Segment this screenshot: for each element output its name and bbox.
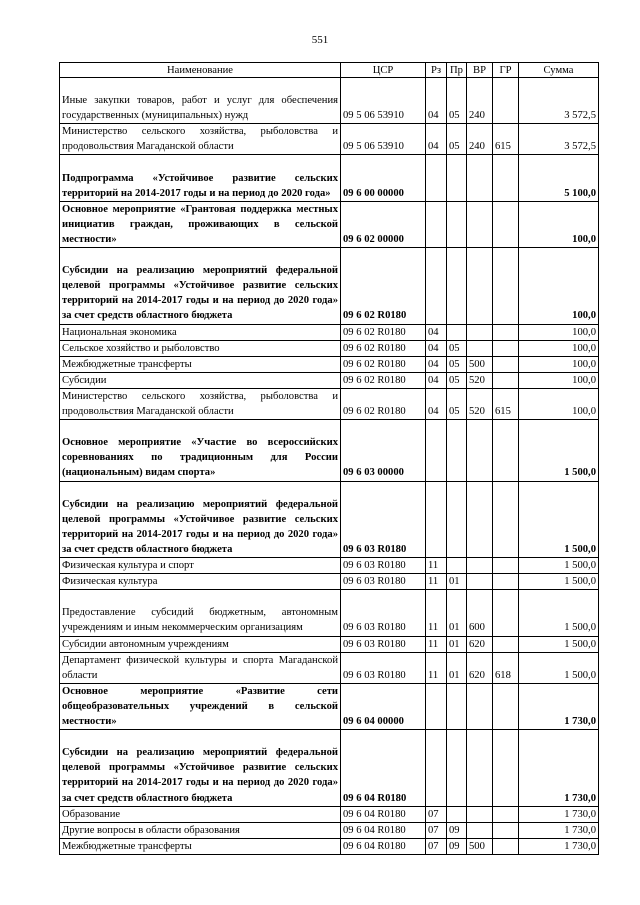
row-gr-cell: [493, 201, 519, 247]
row-sum-cell: 1 500,0: [519, 420, 599, 481]
row-rz-cell: [426, 730, 447, 807]
row-pr-cell: [447, 730, 467, 807]
row-csr-cell: 09 6 02 R0180: [341, 372, 426, 388]
row-gr-cell: 615: [493, 124, 519, 155]
row-rz-cell: 04: [426, 340, 447, 356]
row-csr-cell: 09 6 03 R0180: [341, 481, 426, 558]
row-sum-cell: 3 572,5: [519, 124, 599, 155]
row-sum-cell: 100,0: [519, 372, 599, 388]
row-pr-cell: [447, 806, 467, 822]
table-header-row: [60, 63, 599, 78]
table-row: [60, 730, 599, 807]
table-row: [60, 636, 599, 652]
table-row: [60, 838, 599, 854]
page-number: 551: [311, 34, 329, 46]
row-pr-cell: [447, 683, 467, 729]
row-vr-cell: [467, 155, 493, 201]
row-sum-cell: 3 572,5: [519, 78, 599, 124]
row-name-cell: Министерство сельского хозяйства, рыболовства и продовольствия Магаданской области: [60, 388, 341, 419]
row-name-cell: Образование: [60, 806, 341, 822]
row-vr-cell: [467, 730, 493, 807]
row-csr-cell: 09 5 06 53910: [341, 78, 426, 124]
row-pr-cell: 05: [447, 124, 467, 155]
table-row: [60, 356, 599, 372]
table-row: [60, 420, 599, 481]
row-sum-cell: 1 500,0: [519, 574, 599, 590]
row-gr-cell: [493, 730, 519, 807]
row-name-cell: Министерство сельского хозяйства, рыболовства и продовольствия Магаданской области: [60, 124, 341, 155]
row-csr-cell: 09 6 02 R0180: [341, 356, 426, 372]
row-rz-cell: 04: [426, 388, 447, 419]
row-name-cell: Субсидии автономным учреждениям: [60, 636, 341, 652]
row-vr-cell: 600: [467, 590, 493, 636]
row-pr-cell: 01: [447, 590, 467, 636]
row-pr-cell: 05: [447, 356, 467, 372]
row-vr-cell: [467, 201, 493, 247]
row-name-cell: Субсидии на реализацию мероприятий федеральной целевой программы «Устойчивое развитие сельских территорий на 2014-2017 годы и на период до 2020 года» за счет средств областного бюджета: [60, 481, 341, 558]
row-vr-cell: 520: [467, 388, 493, 419]
column-header-pr: Пр: [447, 63, 467, 78]
row-name-cell: Другие вопросы в области образования: [60, 822, 341, 838]
row-rz-cell: 04: [426, 324, 447, 340]
row-sum-cell: 100,0: [519, 356, 599, 372]
row-csr-cell: 09 6 04 00000: [341, 683, 426, 729]
column-header-gr: ГР: [493, 63, 519, 78]
row-vr-cell: [467, 574, 493, 590]
row-rz-cell: 07: [426, 822, 447, 838]
row-rz-cell: [426, 420, 447, 481]
row-sum-cell: 1 730,0: [519, 838, 599, 854]
row-vr-cell: [467, 324, 493, 340]
row-rz-cell: 04: [426, 124, 447, 155]
row-sum-cell: 1 500,0: [519, 652, 599, 683]
table-row: [60, 683, 599, 729]
table-body: [60, 78, 599, 855]
row-gr-cell: [493, 822, 519, 838]
row-gr-cell: [493, 590, 519, 636]
row-sum-cell: 1 500,0: [519, 590, 599, 636]
table-row: [60, 822, 599, 838]
row-csr-cell: 09 6 03 R0180: [341, 574, 426, 590]
row-rz-cell: 11: [426, 652, 447, 683]
row-vr-cell: 240: [467, 124, 493, 155]
row-csr-cell: 09 5 06 53910: [341, 124, 426, 155]
row-gr-cell: 618: [493, 652, 519, 683]
row-gr-cell: [493, 324, 519, 340]
row-csr-cell: 09 6 03 R0180: [341, 652, 426, 683]
row-name-cell: Департамент физической культуры и спорта Магаданской области: [60, 652, 341, 683]
row-rz-cell: [426, 248, 447, 325]
row-sum-cell: 100,0: [519, 248, 599, 325]
row-name-cell: Сельское хозяйство и рыболовство: [60, 340, 341, 356]
row-gr-cell: [493, 248, 519, 325]
row-name-cell: Физическая культура: [60, 574, 341, 590]
row-rz-cell: 04: [426, 356, 447, 372]
row-pr-cell: 01: [447, 652, 467, 683]
row-sum-cell: 1 500,0: [519, 636, 599, 652]
column-header-csr: ЦСР: [341, 63, 426, 78]
row-gr-cell: [493, 420, 519, 481]
row-csr-cell: 09 6 00 00000: [341, 155, 426, 201]
row-csr-cell: 09 6 02 R0180: [341, 324, 426, 340]
row-sum-cell: 100,0: [519, 324, 599, 340]
row-vr-cell: 520: [467, 372, 493, 388]
row-vr-cell: [467, 420, 493, 481]
table-row: [60, 201, 599, 247]
row-rz-cell: 11: [426, 590, 447, 636]
column-header-rz: Рз: [426, 63, 447, 78]
row-gr-cell: [493, 78, 519, 124]
row-name-cell: Субсидии на реализацию мероприятий федеральной целевой программы «Устойчивое развитие сельских территорий на 2014-2017 годы и на период до 2020 года» за счет средств областного бюджета: [60, 248, 341, 325]
row-gr-cell: [493, 372, 519, 388]
row-name-cell: Межбюджетные трансферты: [60, 356, 341, 372]
row-pr-cell: [447, 324, 467, 340]
row-pr-cell: [447, 201, 467, 247]
table-row: [60, 248, 599, 325]
table-row: [60, 155, 599, 201]
row-csr-cell: 09 6 04 R0180: [341, 730, 426, 807]
table-row: [60, 388, 599, 419]
table-row: [60, 324, 599, 340]
row-rz-cell: 11: [426, 636, 447, 652]
table-row: [60, 78, 599, 124]
column-header-sum: Сумма: [519, 63, 599, 78]
row-vr-cell: [467, 481, 493, 558]
row-gr-cell: [493, 340, 519, 356]
row-sum-cell: 1 730,0: [519, 806, 599, 822]
budget-table: [59, 62, 599, 855]
row-sum-cell: 1 730,0: [519, 822, 599, 838]
row-rz-cell: [426, 155, 447, 201]
table-row: [60, 124, 599, 155]
row-csr-cell: 09 6 03 R0180: [341, 636, 426, 652]
row-rz-cell: 04: [426, 372, 447, 388]
row-vr-cell: 500: [467, 356, 493, 372]
row-rz-cell: [426, 481, 447, 558]
row-name-cell: Предоставление субсидий бюджетным, автономным учреждениям и иным некоммерческим организациям: [60, 590, 341, 636]
row-csr-cell: 09 6 02 R0180: [341, 340, 426, 356]
row-gr-cell: [493, 481, 519, 558]
table-row: [60, 652, 599, 683]
row-pr-cell: 05: [447, 388, 467, 419]
row-csr-cell: 09 6 03 R0180: [341, 558, 426, 574]
row-sum-cell: 100,0: [519, 388, 599, 419]
table-row: [60, 590, 599, 636]
row-name-cell: Основное мероприятие «Участие во всероссийских соревнованиях по традиционным для России (национальным) видам спорта»: [60, 420, 341, 481]
row-pr-cell: 05: [447, 372, 467, 388]
row-csr-cell: 09 6 03 00000: [341, 420, 426, 481]
row-pr-cell: [447, 558, 467, 574]
row-name-cell: Подпрограмма «Устойчивое развитие сельских территорий на 2014-2017 годы и на период до 2020 года»: [60, 155, 341, 201]
row-sum-cell: 100,0: [519, 340, 599, 356]
row-gr-cell: 615: [493, 388, 519, 419]
row-pr-cell: 05: [447, 78, 467, 124]
row-vr-cell: 240: [467, 78, 493, 124]
table-row: [60, 372, 599, 388]
row-gr-cell: [493, 558, 519, 574]
row-csr-cell: 09 6 04 R0180: [341, 806, 426, 822]
row-rz-cell: 07: [426, 838, 447, 854]
row-gr-cell: [493, 574, 519, 590]
row-pr-cell: 01: [447, 636, 467, 652]
row-gr-cell: [493, 806, 519, 822]
row-vr-cell: 620: [467, 652, 493, 683]
row-rz-cell: 11: [426, 558, 447, 574]
column-header-vr: ВР: [467, 63, 493, 78]
row-vr-cell: [467, 340, 493, 356]
row-sum-cell: 1 500,0: [519, 481, 599, 558]
row-csr-cell: 09 6 02 R0180: [341, 248, 426, 325]
row-sum-cell: 100,0: [519, 201, 599, 247]
row-vr-cell: 620: [467, 636, 493, 652]
row-gr-cell: [493, 636, 519, 652]
row-pr-cell: 09: [447, 822, 467, 838]
row-rz-cell: [426, 683, 447, 729]
row-vr-cell: 500: [467, 838, 493, 854]
row-vr-cell: [467, 806, 493, 822]
row-rz-cell: 11: [426, 574, 447, 590]
row-csr-cell: 09 6 04 R0180: [341, 822, 426, 838]
row-name-cell: Национальная экономика: [60, 324, 341, 340]
row-vr-cell: [467, 248, 493, 325]
table-row: [60, 340, 599, 356]
row-rz-cell: 07: [426, 806, 447, 822]
row-name-cell: Физическая культура и спорт: [60, 558, 341, 574]
row-vr-cell: [467, 822, 493, 838]
row-vr-cell: [467, 558, 493, 574]
row-rz-cell: 04: [426, 78, 447, 124]
row-pr-cell: [447, 155, 467, 201]
row-sum-cell: 1 730,0: [519, 683, 599, 729]
row-pr-cell: 01: [447, 574, 467, 590]
row-name-cell: Межбюджетные трансферты: [60, 838, 341, 854]
row-pr-cell: 09: [447, 838, 467, 854]
row-pr-cell: 05: [447, 340, 467, 356]
row-csr-cell: 09 6 04 R0180: [341, 838, 426, 854]
row-name-cell: Субсидии на реализацию мероприятий федеральной целевой программы «Устойчивое развитие сельских территорий на 2014-2017 годы и на период до 2020 года» за счет средств областного бюджета: [60, 730, 341, 807]
row-pr-cell: [447, 248, 467, 325]
row-rz-cell: [426, 201, 447, 247]
row-gr-cell: [493, 838, 519, 854]
row-gr-cell: [493, 356, 519, 372]
row-vr-cell: [467, 683, 493, 729]
row-pr-cell: [447, 481, 467, 558]
row-sum-cell: 5 100,0: [519, 155, 599, 201]
table-row: [60, 558, 599, 574]
table-row: [60, 481, 599, 558]
table-row: [60, 806, 599, 822]
column-header-name: Наименование: [60, 63, 341, 78]
row-csr-cell: 09 6 03 R0180: [341, 590, 426, 636]
row-name-cell: Субсидии: [60, 372, 341, 388]
row-csr-cell: 09 6 02 R0180: [341, 388, 426, 419]
row-gr-cell: [493, 155, 519, 201]
row-name-cell: Основное мероприятие «Развитие сети общеобразовательных учреждений в сельской местности»: [60, 683, 341, 729]
row-name-cell: Основное мероприятие «Грантовая поддержка местных инициатив граждан, проживающих в сельской местности»: [60, 201, 341, 247]
row-name-cell: Иные закупки товаров, работ и услуг для обеспечения государственных (муниципальных) нужд: [60, 78, 341, 124]
row-csr-cell: 09 6 02 00000: [341, 201, 426, 247]
row-gr-cell: [493, 683, 519, 729]
row-sum-cell: 1 500,0: [519, 558, 599, 574]
table-row: [60, 574, 599, 590]
row-pr-cell: [447, 420, 467, 481]
row-sum-cell: 1 730,0: [519, 730, 599, 807]
